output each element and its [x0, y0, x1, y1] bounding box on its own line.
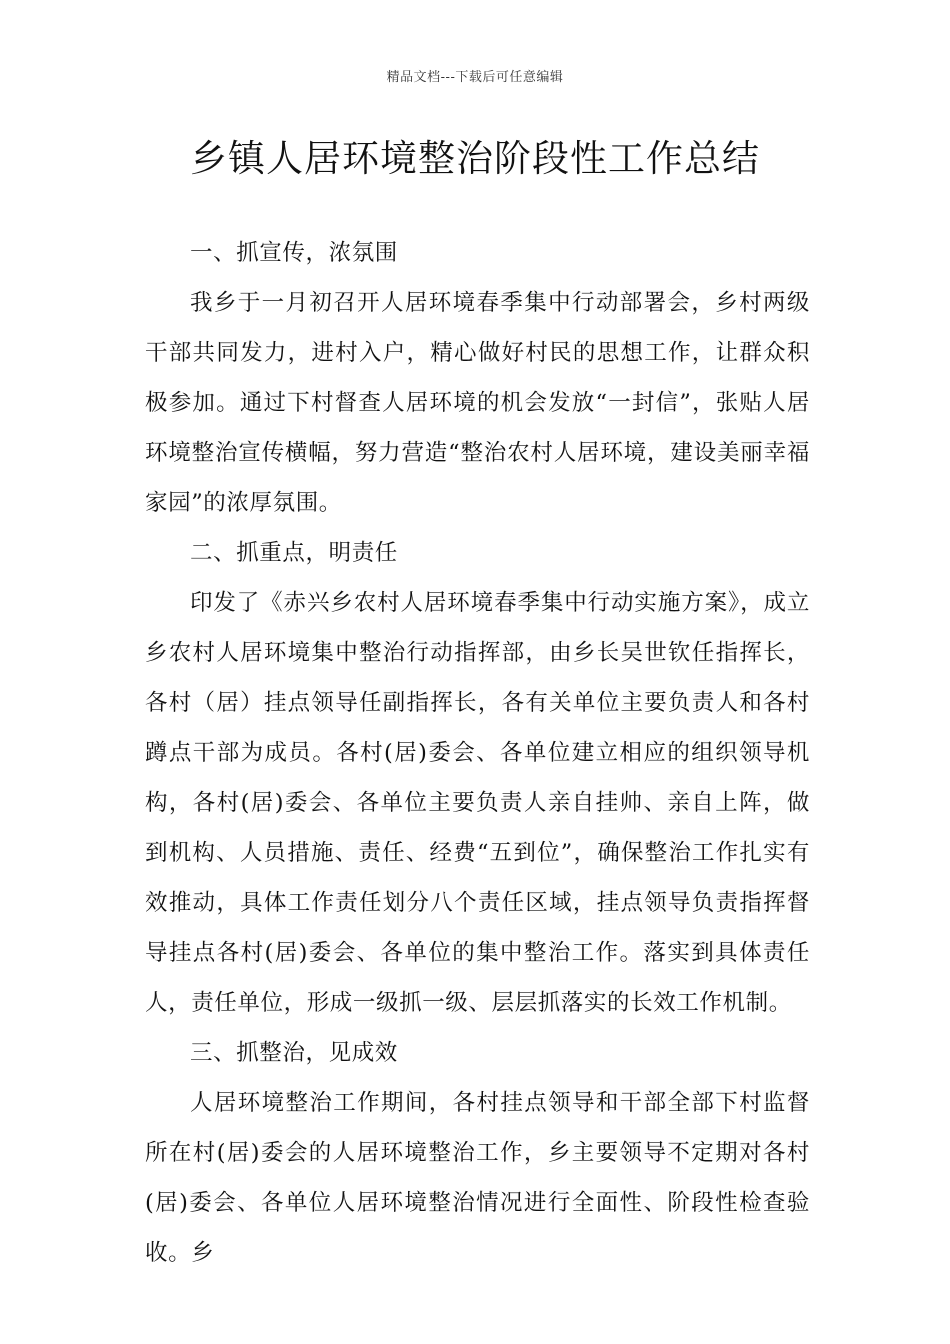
section-paragraph-1: 我乡于一月初召开人居环境春季集中行动部署会，乡村两级干部共同发力，进村入户，精心做好村民的思想工作，让群众积极参加。通过下村督查人居环境的机会发放“一封信”，张贴人居环境整治宣传横幅，努力营造“整治农村人居环境，建设美丽幸福家园”的浓厚氛围。 [145, 290, 810, 516]
document-title: 乡镇人居环境整治阶段性工作总结 [190, 137, 760, 180]
section-paragraph-3: 人居环境整治工作期间，各村挂点领导和干部全部下村监督所在村(居)委会的人居环境整治工作，乡主要领导不定期对各村(居)委会、各单位人居环境整治情况进行全面性、阶段性检查验收。乡 [145, 1090, 810, 1266]
section-heading-1: 一、抓宣传，浓氛围 [190, 240, 398, 266]
section-paragraph-2: 印发了《赤兴乡农村人居环境春季集中行动实施方案》，成立乡农村人居环境集中整治行动指挥部，由乡长吴世钦任指挥长，各村（居）挂点领导任副指挥长，各有关单位主要负责人和各村蹲点干部为成员。各村(居)委会、各单位建立相应的组织领导机构，各村(居)委会、各单位主要负责人亲自挂帅、亲自上阵，做到机构、人员措施、责任、经费“五到位”，确保整治工作扎实有效推动，具体工作责任划分八个责任区域，挂点领导负责指挥督导挂点各村(居)委会、各单位的集中整治工作。落实到具体责任人，责任单位，形成一级抓一级、层层抓落实的长效工作机制。 [145, 590, 810, 1016]
section-heading-3: 三、抓整治，见成效 [190, 1040, 398, 1066]
section-heading-2: 二、抓重点，明责任 [190, 540, 398, 566]
header-note: 精品文档---下载后可任意编辑 [386, 70, 564, 85]
document-body [145, 228, 810, 1278]
